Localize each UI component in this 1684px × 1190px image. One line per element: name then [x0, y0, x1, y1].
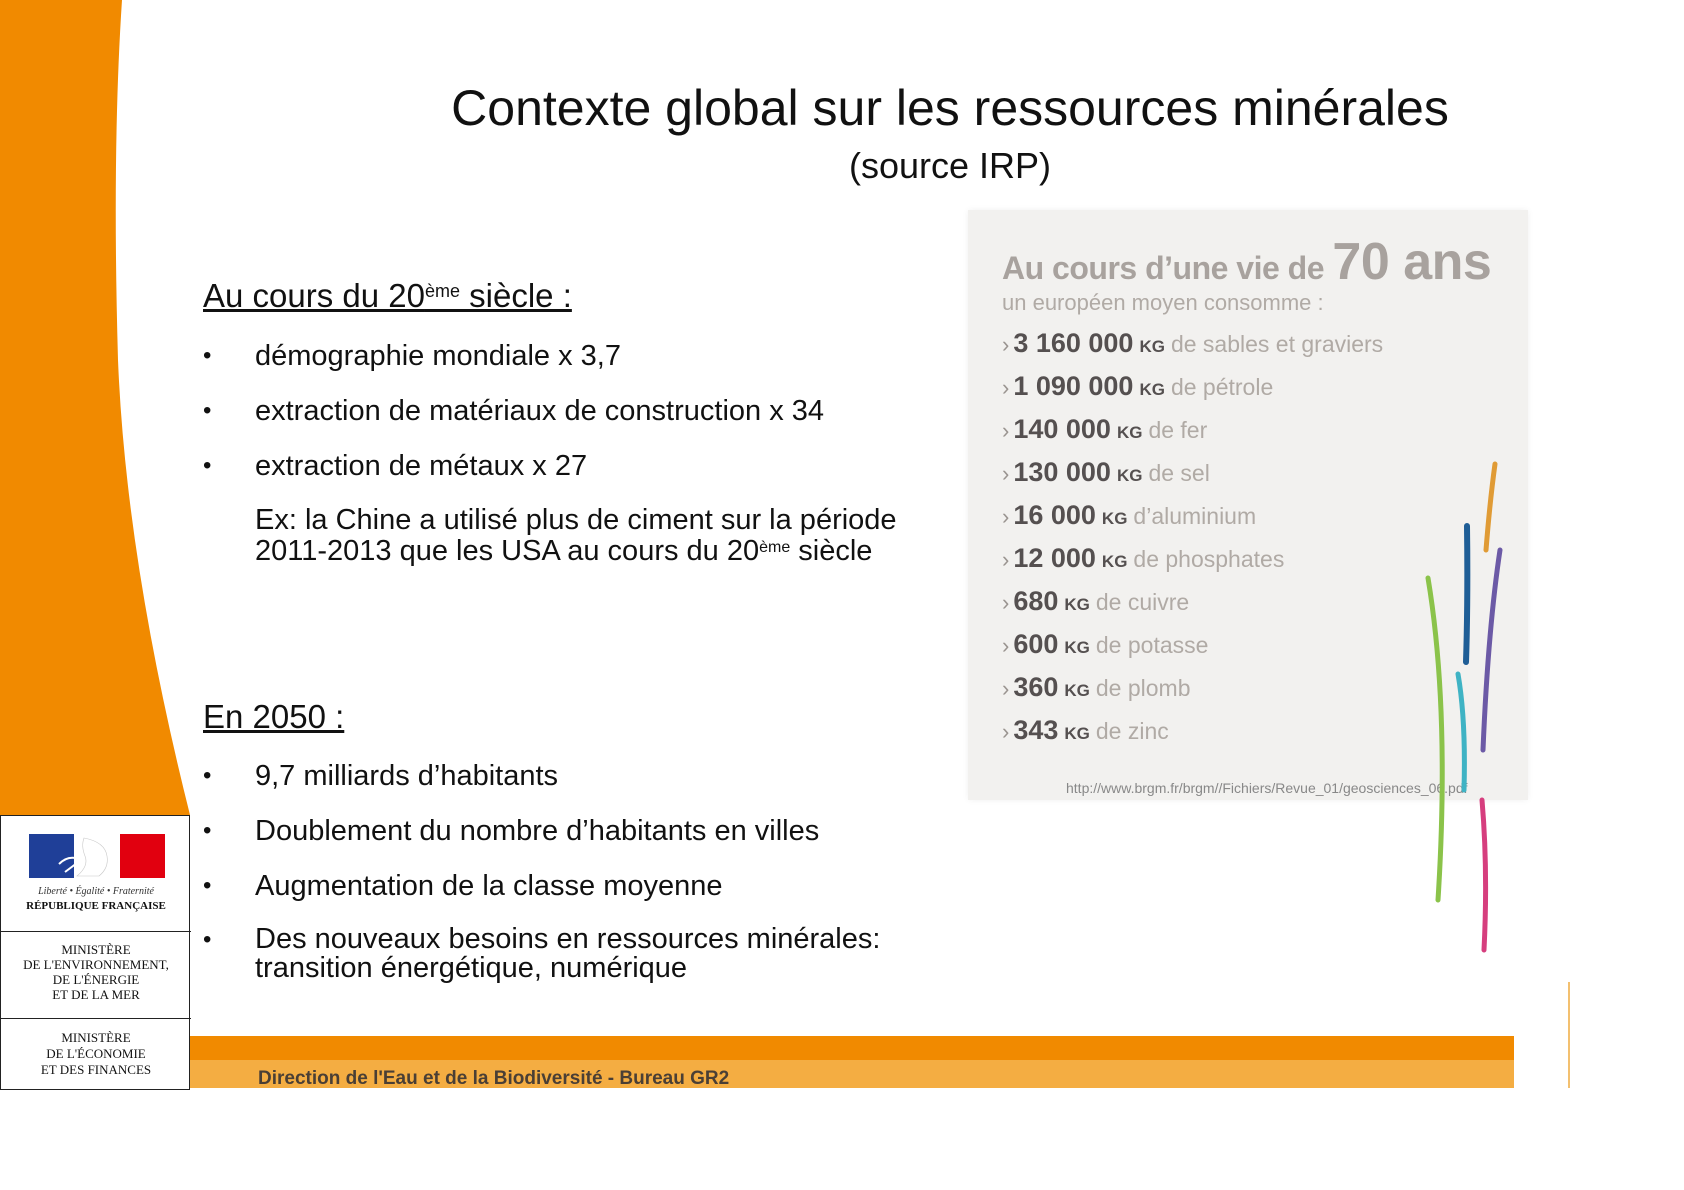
infographic-subtitle: un européen moyen consomme : [1002, 290, 1324, 315]
bullet-besoins: • Des nouveaux besoins en ressources minérales: transition énergétique, numérique [203, 925, 963, 983]
chevron-right-icon: › [1002, 676, 1010, 701]
chevron-right-icon: › [1002, 633, 1010, 658]
chevron-right-icon: › [1002, 504, 1010, 529]
stroke-blue [1466, 526, 1467, 662]
slide-title: Contexte global sur les ressources minérales [451, 80, 1449, 136]
stroke-teal [1458, 674, 1464, 790]
slide-subtitle: (source IRP) [848, 145, 1052, 186]
consumption-item: › 140 000 KG de fer [1002, 414, 1208, 444]
bullet-classe-moyenne: • Augmentation de la classe moyenne [203, 870, 963, 902]
stroke-orange [1486, 464, 1495, 550]
stroke-purple [1483, 550, 1500, 750]
consumption-item: › 12 000 KG de phosphates [1002, 543, 1285, 573]
china-example: Ex: la Chine a utilisé plus de ciment sur la période 2011-2013 que les USA au cours du 20ème siècle [255, 504, 897, 567]
chevron-right-icon: › [1002, 375, 1010, 400]
bullet-metaux: • extraction de métaux x 27 [203, 450, 824, 482]
stroke-pink [1482, 800, 1486, 950]
bullet-demographie: • démographie mondiale x 3,7 [203, 340, 824, 372]
ministry-logo [0, 815, 190, 1090]
chevron-right-icon: › [1002, 590, 1010, 615]
section-2050-heading: En 2050 : [203, 698, 345, 735]
consumption-item: › 680 KG de cuivre [1002, 586, 1190, 616]
marianne-flag-icon [29, 834, 165, 878]
consumption-item: › 1 090 000 KG de pétrole [1002, 371, 1274, 401]
ministry-economy: MINISTÈRE DE L'ÉCONOMIE ET DES FINANCES [40, 1030, 152, 1077]
chevron-right-icon: › [1002, 461, 1010, 486]
chevron-right-icon: › [1002, 418, 1010, 443]
decorative-strokes [1410, 450, 1520, 970]
bullet-habitants: • 9,7 milliards d’habitants [203, 760, 963, 792]
stroke-green [1428, 578, 1442, 900]
footer-divider [1568, 982, 1570, 1088]
chevron-right-icon: › [1002, 547, 1010, 572]
consumption-item: › 360 KG de plomb [1002, 672, 1191, 702]
logo-motto: Liberté • Égalité • Fraternité [38, 886, 154, 897]
footer-text: Direction de l'Eau et de la Biodiversité - Bureau GR2 [258, 1068, 730, 1089]
consumption-item: › 3 160 000 KG de sables et graviers [1002, 328, 1384, 358]
section-20th-century-heading: Au cours du 20ème siècle : [203, 277, 572, 314]
bullet-villes: • Doublement du nombre d’habitants en villes [203, 815, 963, 847]
section-20th-century-list [203, 340, 824, 505]
chevron-right-icon: › [1002, 332, 1010, 357]
ministry-environment: MINISTÈRE DE L'ENVIRONNEMENT, DE L'ÉNERGIE ET DE LA MER [23, 942, 169, 1002]
footer-bar-top [190, 1036, 1514, 1060]
consumption-item: › 600 KG de potasse [1002, 629, 1209, 659]
bullet-materiaux: • extraction de matériaux de construction x 34 [203, 395, 824, 427]
chevron-right-icon: › [1002, 719, 1010, 744]
section-2050-list [203, 760, 963, 1006]
consumption-item: › 343 KG de zinc [1002, 715, 1169, 745]
consumption-item: › 130 000 KG de sel [1002, 457, 1210, 487]
source-url: http://www.brgm.fr/brgm//Fichiers/Revue_01/geosciences_06.pdf [1066, 780, 1468, 796]
consumption-list [1002, 322, 1383, 752]
infographic-title: Au cours d’une vie de 70 ans [1002, 233, 1492, 291]
logo-republic: RÉPUBLIQUE FRANÇAISE [26, 900, 166, 912]
consumption-item: › 16 000 KG d’aluminium [1002, 500, 1257, 530]
